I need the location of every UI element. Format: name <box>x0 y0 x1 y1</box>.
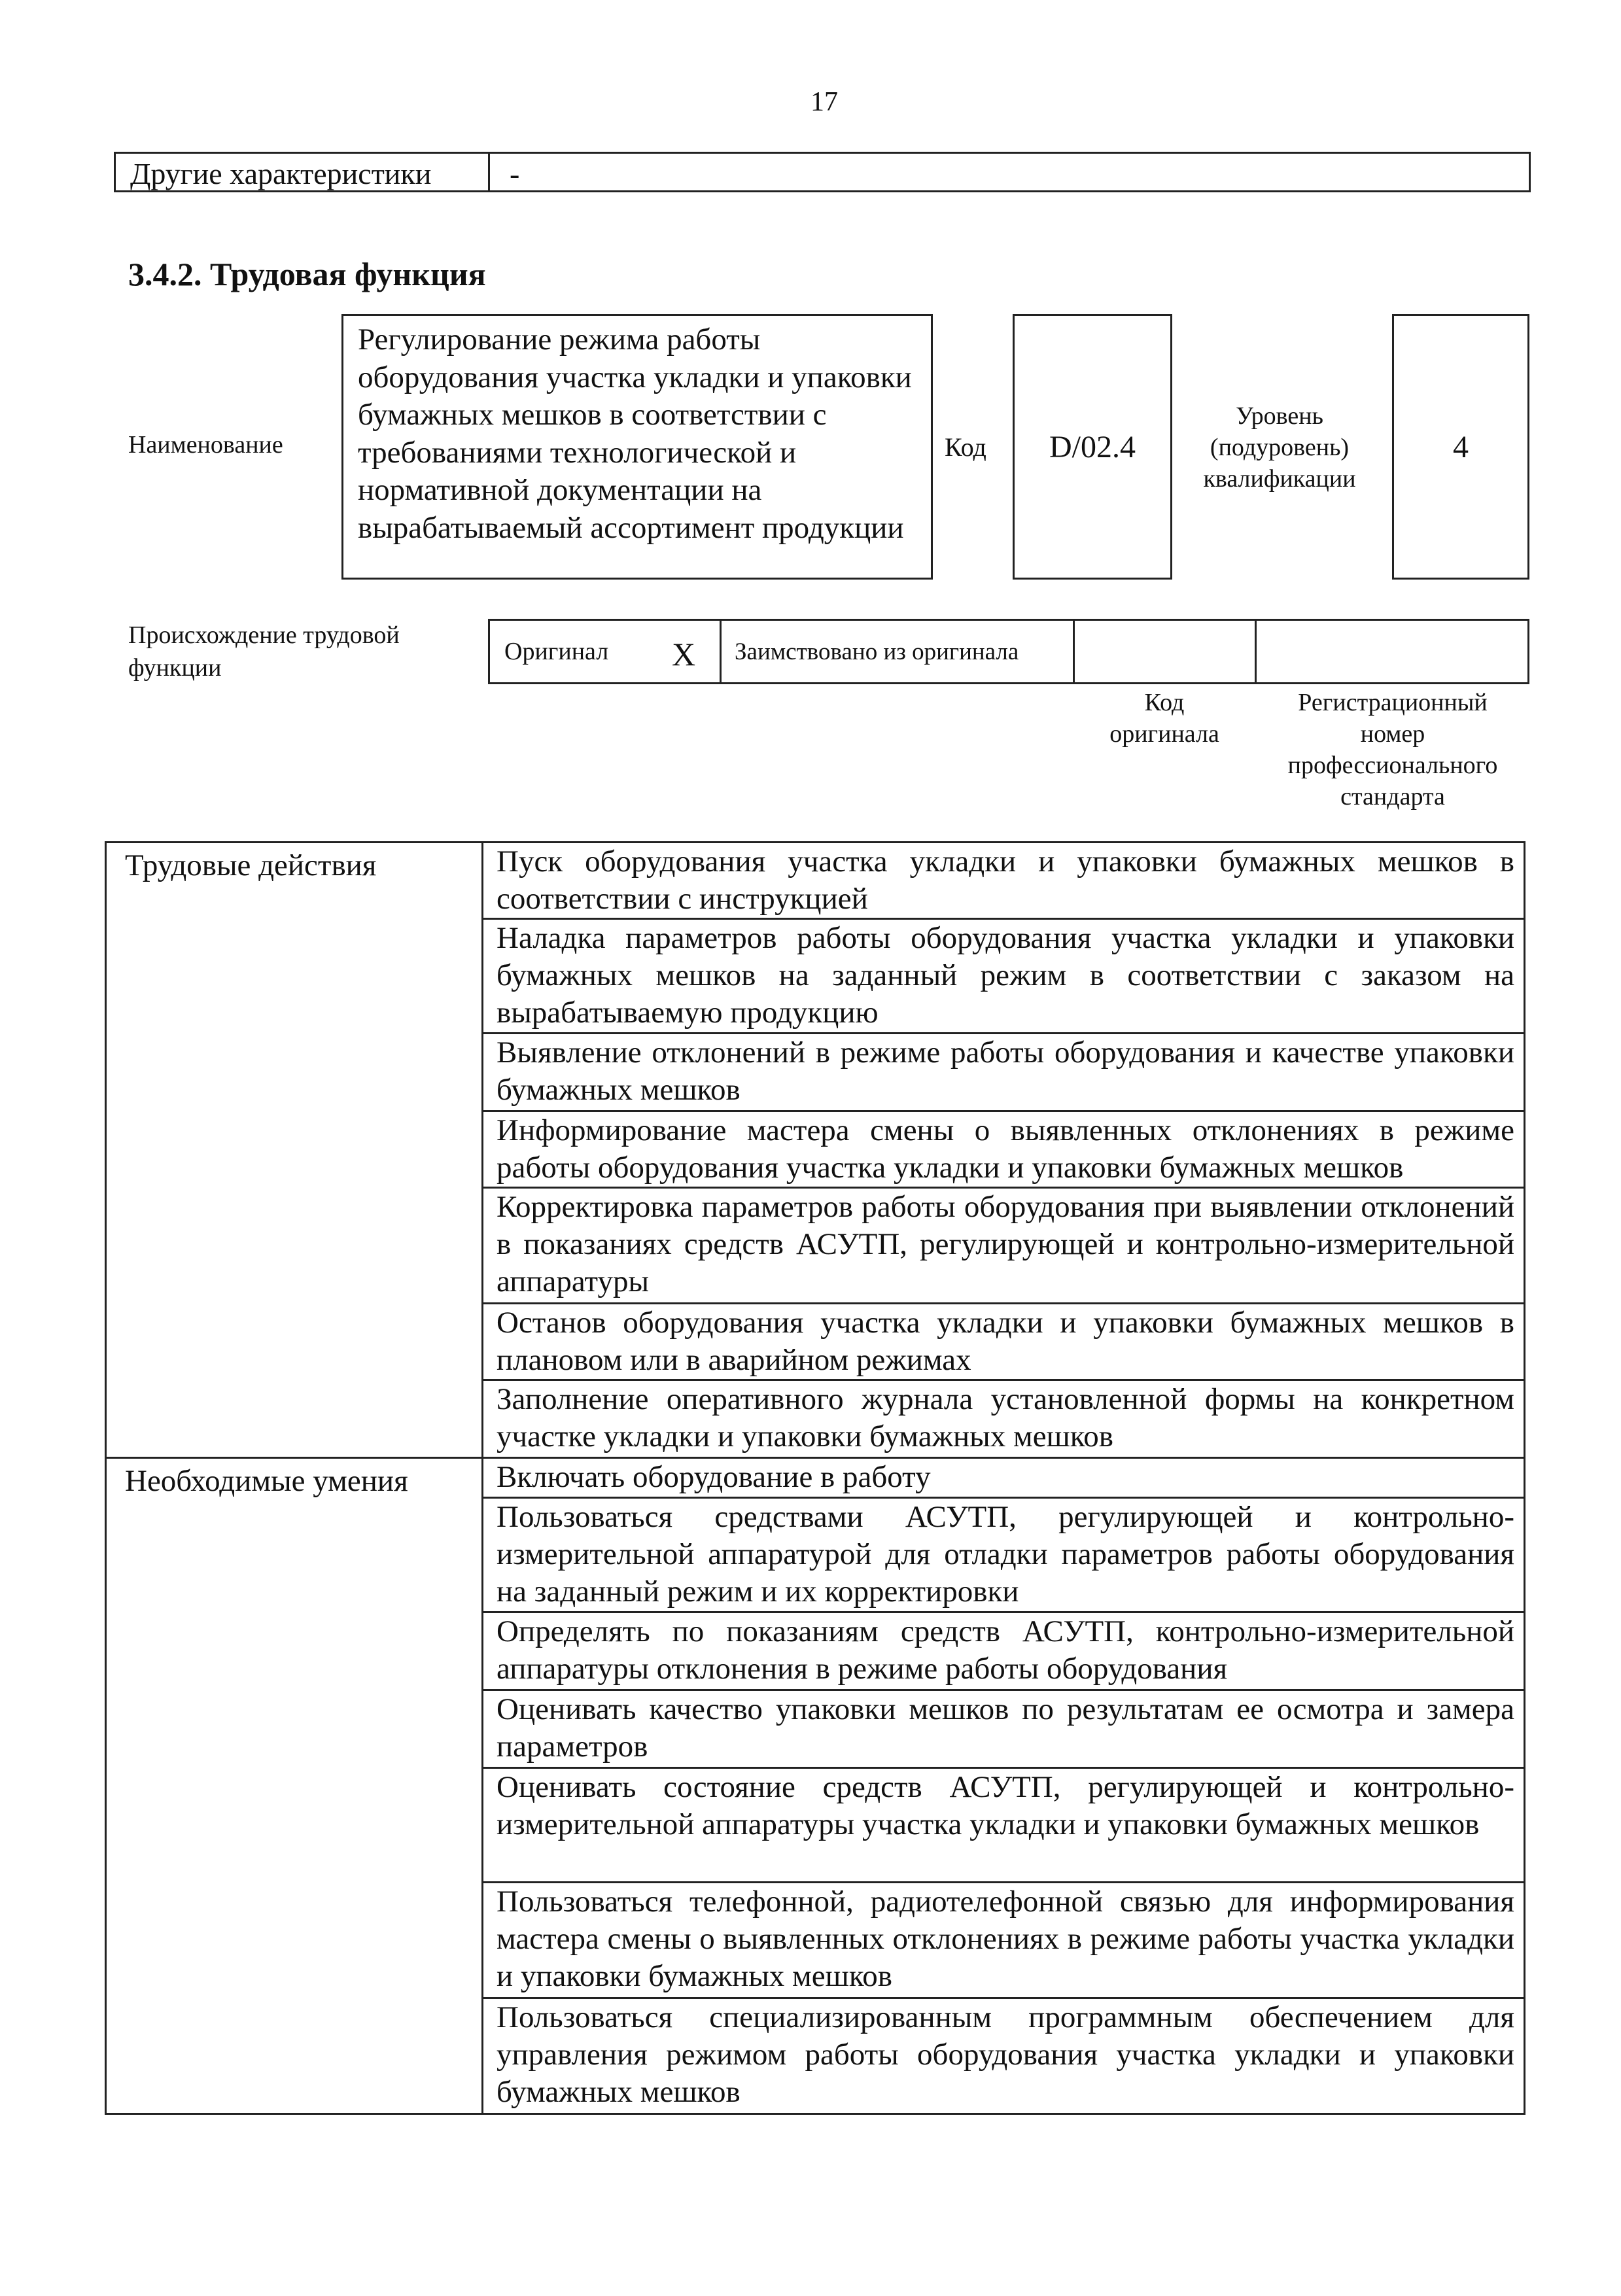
skill-item: Оценивать состояние средств АСУТП, регулирующей и контрольно-измерительной аппаратуры участка укладки и упаковки бумажных мешков <box>483 1768 1525 1883</box>
registration-number-label <box>1256 687 1529 812</box>
skill-item: Пользоваться средствами АСУТП, регулирующей и контрольно-измерительной аппаратурой для отладки параметров работы оборудования на заданный режим и их корректировки <box>483 1498 1525 1612</box>
origin-table <box>488 619 1529 684</box>
skill-item: Включать оборудование в работу <box>483 1458 1525 1498</box>
code-label: Код <box>945 432 986 462</box>
skill-item: Оценивать качество упаковки мешков по результатам ее осмотра и замера параметров <box>483 1690 1525 1768</box>
origin-borrowed-cell <box>722 621 1075 682</box>
function-code-box <box>1013 314 1172 580</box>
level-label-line-1: Уровень <box>1236 402 1323 430</box>
labor-action-item: Выявление отклонений в режиме работы оборудования и качестве упаковки бумажных мешков <box>483 1034 1525 1111</box>
original-code-label-line-2: оригинала <box>1109 720 1219 748</box>
other-characteristics-value: - <box>510 157 520 190</box>
labor-action-item: Корректировка параметров работы оборудования при выявлении отклонений в показаниях средств АСУТП, регулирующей и контрольно-измерительной аппаратуры <box>483 1188 1525 1304</box>
origin-original-cell <box>490 621 722 682</box>
labor-action-item: Пуск оборудования участка укладки и упаковки бумажных мешков в соответствии с инструкцией <box>483 843 1525 919</box>
origin-reg-number-cell <box>1257 621 1527 682</box>
skill-item: Пользоваться специализированным программным обеспечением для управления режимом работы оборудования участка укладки и упаковки бумажных мешков <box>483 1998 1525 2114</box>
skill-item: Пользоваться телефонной, радиотелефонной связью для информирования мастера смены о выявленных отклонениях в режиме работы участка укладки и упаковки бумажных мешков <box>483 1883 1525 1998</box>
original-code-label-line-1: Код <box>1144 689 1185 716</box>
labor-actions-label: Трудовые действия <box>106 843 483 1458</box>
table-row <box>106 843 1525 919</box>
skill-item: Определять по показаниям средств АСУТП, контрольно-измерительной аппаратуры отклонения в режиме работы оборудования <box>483 1612 1525 1690</box>
table-row <box>106 1458 1525 1498</box>
function-details-table <box>105 841 1525 2115</box>
origin-original-mark: X <box>672 636 696 672</box>
other-characteristics-table <box>114 152 1531 192</box>
reg-label-line-2: номер <box>1360 720 1425 748</box>
qualification-level-value: 4 <box>1453 429 1469 464</box>
labor-action-item: Заполнение оперативного журнала установленной формы на конкретном участке укладки и упаковки бумажных мешков <box>483 1380 1525 1458</box>
other-characteristics-label: Другие характеристики <box>116 154 490 190</box>
labor-action-item: Информирование мастера смены о выявленных отклонениях в режиме работы оборудования участка укладки и упаковки бумажных мешков <box>483 1111 1525 1188</box>
original-code-label <box>1073 687 1256 750</box>
name-label: Наименование <box>128 431 283 459</box>
origin-label: Происхождение трудовой функции <box>128 621 400 682</box>
origin-borrowed-label: Заимствовано из оригинала <box>735 638 1019 665</box>
reg-label-line-1: Регистрационный <box>1298 689 1488 716</box>
required-skills-label: Необходимые умения <box>106 1458 483 2114</box>
level-label-line-2: (подуровень) <box>1210 434 1350 461</box>
function-name-box: Регулирование режима работы оборудования участка укладки и упаковки бумажных мешков в соответствии с требованиями технологической и нормативной документации на вырабатываемый ассортимент продукции <box>341 314 933 580</box>
function-code-value: D/02.4 <box>1049 429 1136 464</box>
level-label-line-3: квалификации <box>1203 465 1356 493</box>
page-number: 17 <box>811 87 838 117</box>
labor-action-item: Останов оборудования участка укладки и упаковки бумажных мешков в плановом или в аварийном режимах <box>483 1304 1525 1380</box>
origin-code-cell <box>1075 621 1257 682</box>
reg-label-line-3: профессионального <box>1287 752 1498 779</box>
origin-original-label: Оригинал <box>504 638 609 665</box>
reg-label-line-4: стандарта <box>1340 783 1445 810</box>
labor-action-item: Наладка параметров работы оборудования участка укладки и упаковки бумажных мешков на заданный режим в соответствии с заказом на вырабатываемую продукцию <box>483 919 1525 1034</box>
qualification-level-box <box>1392 314 1529 580</box>
section-title: 3.4.2. Трудовая функция <box>128 256 486 292</box>
qualification-level-label <box>1183 400 1376 495</box>
